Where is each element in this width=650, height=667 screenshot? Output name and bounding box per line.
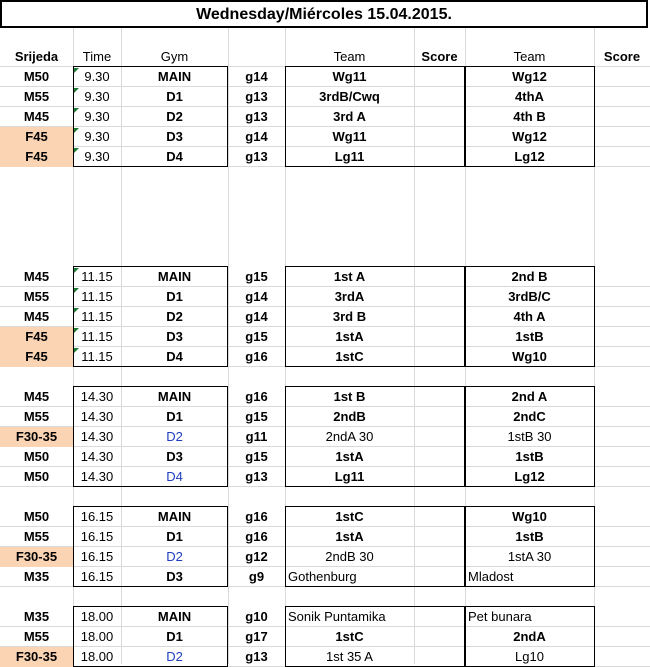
division-cell[interactable]: M55: [23, 529, 50, 544]
team1-cell[interactable]: 3rd A: [333, 109, 366, 124]
game-cell[interactable]: g13: [245, 649, 268, 664]
score2-cell[interactable]: [594, 147, 650, 167]
gym-cell[interactable]: D2: [166, 429, 183, 444]
time-cell[interactable]: 18.00: [80, 629, 114, 644]
gym-cell[interactable]: D1: [166, 629, 183, 644]
team2-cell[interactable]: Mladost: [468, 569, 514, 584]
cell-marker-icon: [74, 328, 79, 333]
game-cell[interactable]: g13: [245, 469, 268, 484]
score2-cell[interactable]: [594, 387, 650, 407]
time-cell[interactable]: 9.30: [84, 109, 110, 124]
header-team2[interactable]: Team: [513, 49, 546, 64]
group-border: [73, 606, 228, 667]
time-cell[interactable]: 9.30: [84, 89, 110, 104]
score2-cell[interactable]: [594, 407, 650, 427]
team1-cell[interactable]: Sonik Puntamika: [288, 609, 386, 624]
time-cell[interactable]: 11.15: [81, 349, 113, 364]
gym-cell[interactable]: D1: [166, 89, 183, 104]
gym-cell[interactable]: MAIN: [157, 609, 192, 624]
gym-cell[interactable]: D3: [166, 329, 183, 344]
game-cell[interactable]: g15: [245, 409, 268, 424]
score2-cell[interactable]: [594, 127, 650, 147]
team2-cell[interactable]: 1stB: [515, 449, 544, 464]
group-border: [73, 506, 228, 587]
time-cell[interactable]: 14.30: [80, 409, 114, 424]
game-cell[interactable]: g17: [245, 629, 268, 644]
cell-marker-icon: [74, 348, 79, 353]
gym-cell[interactable]: MAIN: [157, 509, 192, 524]
division-cell[interactable]: M45: [23, 309, 50, 324]
team1-cell[interactable]: 3rd B: [332, 309, 367, 324]
game-cell[interactable]: g15: [245, 329, 268, 344]
game-cell[interactable]: g16: [245, 529, 268, 544]
team2-cell[interactable]: 2nd B: [511, 269, 548, 284]
header-score2[interactable]: Score: [603, 49, 641, 64]
time-cell[interactable]: 11.15: [81, 329, 113, 344]
score2-cell[interactable]: [594, 567, 650, 587]
gym-cell[interactable]: D1: [166, 409, 183, 424]
game-cell[interactable]: g15: [245, 449, 268, 464]
game-cell[interactable]: g12: [245, 549, 268, 564]
division-cell[interactable]: M55: [23, 289, 50, 304]
game-cell[interactable]: g11: [245, 429, 268, 444]
group-border: [285, 506, 465, 587]
division-cell[interactable]: M45: [23, 109, 50, 124]
division-cell[interactable]: F45: [0, 327, 73, 347]
score2-cell[interactable]: [594, 267, 650, 287]
gym-cell[interactable]: D4: [166, 149, 183, 164]
time-cell[interactable]: 16.15: [80, 549, 114, 564]
division-cell[interactable]: F30-35: [0, 427, 73, 447]
gym-cell[interactable]: D1: [166, 529, 183, 544]
gym-cell[interactable]: D3: [166, 569, 183, 584]
gym-cell[interactable]: D4: [166, 349, 183, 364]
division-cell[interactable]: M35: [23, 569, 50, 584]
header-division[interactable]: Srijeda: [14, 49, 59, 64]
game-cell[interactable]: g9: [248, 569, 265, 584]
group-border: [285, 66, 465, 167]
game-cell[interactable]: g15: [245, 269, 268, 284]
score2-cell[interactable]: [594, 87, 650, 107]
team1-cell[interactable]: 2ndB 30: [325, 549, 374, 564]
team2-cell[interactable]: Wg10: [512, 349, 547, 364]
division-cell[interactable]: M50: [23, 69, 50, 84]
cell-marker-icon: [74, 88, 79, 93]
gym-cell[interactable]: MAIN: [157, 69, 192, 84]
score2-cell[interactable]: [594, 447, 650, 467]
time-cell[interactable]: 18.00: [80, 649, 114, 664]
team1-cell[interactable]: Gothenburg: [288, 569, 357, 584]
team2-cell[interactable]: 1stB: [515, 529, 544, 544]
division-cell[interactable]: M35: [23, 609, 50, 624]
division-cell[interactable]: F30-35: [0, 647, 73, 667]
group-border: [465, 266, 595, 367]
team2-cell[interactable]: Pet bunara: [468, 609, 532, 624]
time-cell[interactable]: 14.30: [80, 449, 114, 464]
time-cell[interactable]: 16.15: [80, 569, 114, 584]
score2-cell[interactable]: [594, 427, 650, 447]
division-cell[interactable]: M50: [23, 469, 50, 484]
score2-cell[interactable]: [594, 607, 650, 627]
division-cell[interactable]: M55: [23, 89, 50, 104]
team2-cell[interactable]: 4th B: [513, 109, 546, 124]
score2-cell[interactable]: [594, 107, 650, 127]
team2-cell[interactable]: 1stB 30: [507, 429, 552, 444]
team1-cell[interactable]: 1stA: [335, 529, 364, 544]
cell-marker-icon: [74, 288, 79, 293]
team1-cell[interactable]: 3rdB/Cwq: [319, 89, 380, 104]
gym-cell[interactable]: D2: [166, 309, 183, 324]
game-cell[interactable]: g10: [245, 609, 268, 624]
time-cell[interactable]: 14.30: [80, 389, 114, 404]
score2-cell[interactable]: [594, 307, 650, 327]
group-border: [465, 506, 595, 587]
game-cell[interactable]: g13: [245, 149, 268, 164]
time-cell[interactable]: 9.30: [84, 129, 110, 144]
team1-cell[interactable]: 1stC: [335, 629, 364, 644]
division-cell[interactable]: M45: [23, 389, 50, 404]
time-cell[interactable]: 16.15: [80, 509, 114, 524]
team2-cell[interactable]: 4thA: [515, 89, 544, 104]
team2-cell[interactable]: 2nd A: [511, 389, 548, 404]
game-cell[interactable]: g16: [245, 389, 268, 404]
game-cell[interactable]: g14: [245, 309, 268, 324]
division-cell[interactable]: F45: [0, 127, 73, 147]
cell-marker-icon: [74, 268, 79, 273]
header-team1[interactable]: Team: [333, 49, 366, 64]
team1-cell[interactable]: 1st B: [333, 389, 366, 404]
group-border: [285, 266, 465, 367]
group-border: [73, 66, 228, 167]
score2-cell[interactable]: [594, 67, 650, 87]
division-cell[interactable]: F30-35: [0, 547, 73, 567]
group-border: [465, 66, 595, 167]
gym-cell[interactable]: D2: [166, 109, 183, 124]
score2-cell[interactable]: [594, 527, 650, 547]
score2-cell[interactable]: [594, 507, 650, 527]
game-cell[interactable]: g14: [245, 289, 268, 304]
team2-cell[interactable]: Lg10: [515, 649, 544, 664]
group-border: [465, 606, 595, 667]
team1-cell[interactable]: 2ndB: [333, 409, 366, 424]
team1-cell[interactable]: Lg11: [334, 149, 365, 164]
division-cell[interactable]: M55: [23, 409, 50, 424]
team1-cell[interactable]: Wg11: [332, 69, 367, 84]
team2-cell[interactable]: Wg12: [512, 69, 547, 84]
team2-cell[interactable]: 3rdB/C: [508, 289, 551, 304]
division-cell[interactable]: F45: [0, 147, 73, 167]
time-cell[interactable]: 14.30: [80, 429, 114, 444]
game-cell[interactable]: g13: [245, 109, 268, 124]
team2-cell[interactable]: Wg12: [512, 129, 547, 144]
score2-cell[interactable]: [594, 287, 650, 307]
group-border: [73, 266, 228, 367]
score2-cell[interactable]: [594, 547, 650, 567]
team2-cell[interactable]: 4th A: [513, 309, 546, 324]
cell-marker-icon: [74, 148, 79, 153]
team1-cell[interactable]: 1st 35 A: [326, 649, 373, 664]
gym-cell[interactable]: MAIN: [157, 269, 192, 284]
cell-marker-icon: [74, 308, 79, 313]
time-cell[interactable]: 11.15: [81, 309, 113, 324]
page-title: Wednesday/Miércoles 15.04.2015.: [0, 0, 648, 28]
header-time[interactable]: Time: [82, 49, 112, 64]
team1-cell[interactable]: 1stC: [335, 509, 364, 524]
time-cell[interactable]: 16.15: [80, 529, 114, 544]
cell-marker-icon: [74, 68, 79, 73]
time-cell[interactable]: 11.15: [81, 269, 113, 284]
team1-cell[interactable]: 1stA: [335, 329, 364, 344]
team2-cell[interactable]: Lg12: [514, 469, 545, 484]
time-cell[interactable]: 11.15: [81, 289, 113, 304]
gym-cell[interactable]: D4: [166, 469, 183, 484]
time-cell[interactable]: 14.30: [80, 469, 114, 484]
score2-cell[interactable]: [594, 647, 650, 667]
division-cell[interactable]: F45: [0, 347, 73, 367]
group-border: [285, 386, 465, 487]
team1-cell[interactable]: 1stC: [335, 349, 364, 364]
team2-cell[interactable]: 2ndA: [513, 629, 546, 644]
header-game[interactable]: [228, 47, 285, 67]
game-cell[interactable]: g13: [245, 89, 268, 104]
division-cell[interactable]: M50: [23, 509, 50, 524]
team1-cell[interactable]: Wg11: [332, 129, 367, 144]
division-cell[interactable]: M55: [23, 629, 50, 644]
game-cell[interactable]: g14: [245, 129, 268, 144]
team2-cell[interactable]: 2ndC: [513, 409, 546, 424]
team1-cell[interactable]: 1st A: [333, 269, 366, 284]
gym-cell[interactable]: D2: [166, 649, 183, 664]
time-cell[interactable]: 9.30: [84, 69, 110, 84]
game-cell[interactable]: g16: [245, 349, 268, 364]
header-score1[interactable]: Score: [421, 49, 458, 64]
team1-cell[interactable]: Lg11: [334, 469, 365, 484]
header-gym[interactable]: Gym: [160, 49, 189, 64]
team2-cell[interactable]: Lg12: [514, 149, 545, 164]
group-border: [285, 606, 465, 667]
cell-marker-icon: [74, 108, 79, 113]
team1-cell[interactable]: 2ndA 30: [325, 429, 374, 444]
team2-cell[interactable]: 1stA 30: [507, 549, 552, 564]
gym-cell[interactable]: D3: [166, 449, 183, 464]
cell-marker-icon: [74, 128, 79, 133]
time-cell[interactable]: 18.00: [80, 609, 114, 624]
gym-cell[interactable]: D1: [166, 289, 183, 304]
score2-cell[interactable]: [594, 327, 650, 347]
division-cell[interactable]: M45: [23, 269, 50, 284]
gym-cell[interactable]: MAIN: [157, 389, 192, 404]
score2-cell[interactable]: [594, 347, 650, 367]
group-border: [465, 386, 595, 487]
gym-cell[interactable]: D3: [166, 129, 183, 144]
header-row: [0, 47, 650, 67]
time-cell[interactable]: 9.30: [84, 149, 110, 164]
score2-cell[interactable]: [594, 467, 650, 487]
game-cell[interactable]: g14: [245, 69, 268, 84]
game-cell[interactable]: g16: [245, 509, 268, 524]
team1-cell[interactable]: 1stA: [335, 449, 364, 464]
team1-cell[interactable]: 3rdA: [334, 289, 365, 304]
group-border: [73, 386, 228, 487]
team2-cell[interactable]: Wg10: [512, 509, 547, 524]
score2-cell[interactable]: [594, 627, 650, 647]
team2-cell[interactable]: 1stB: [515, 329, 544, 344]
gym-cell[interactable]: D2: [166, 549, 183, 564]
division-cell[interactable]: M50: [23, 449, 50, 464]
